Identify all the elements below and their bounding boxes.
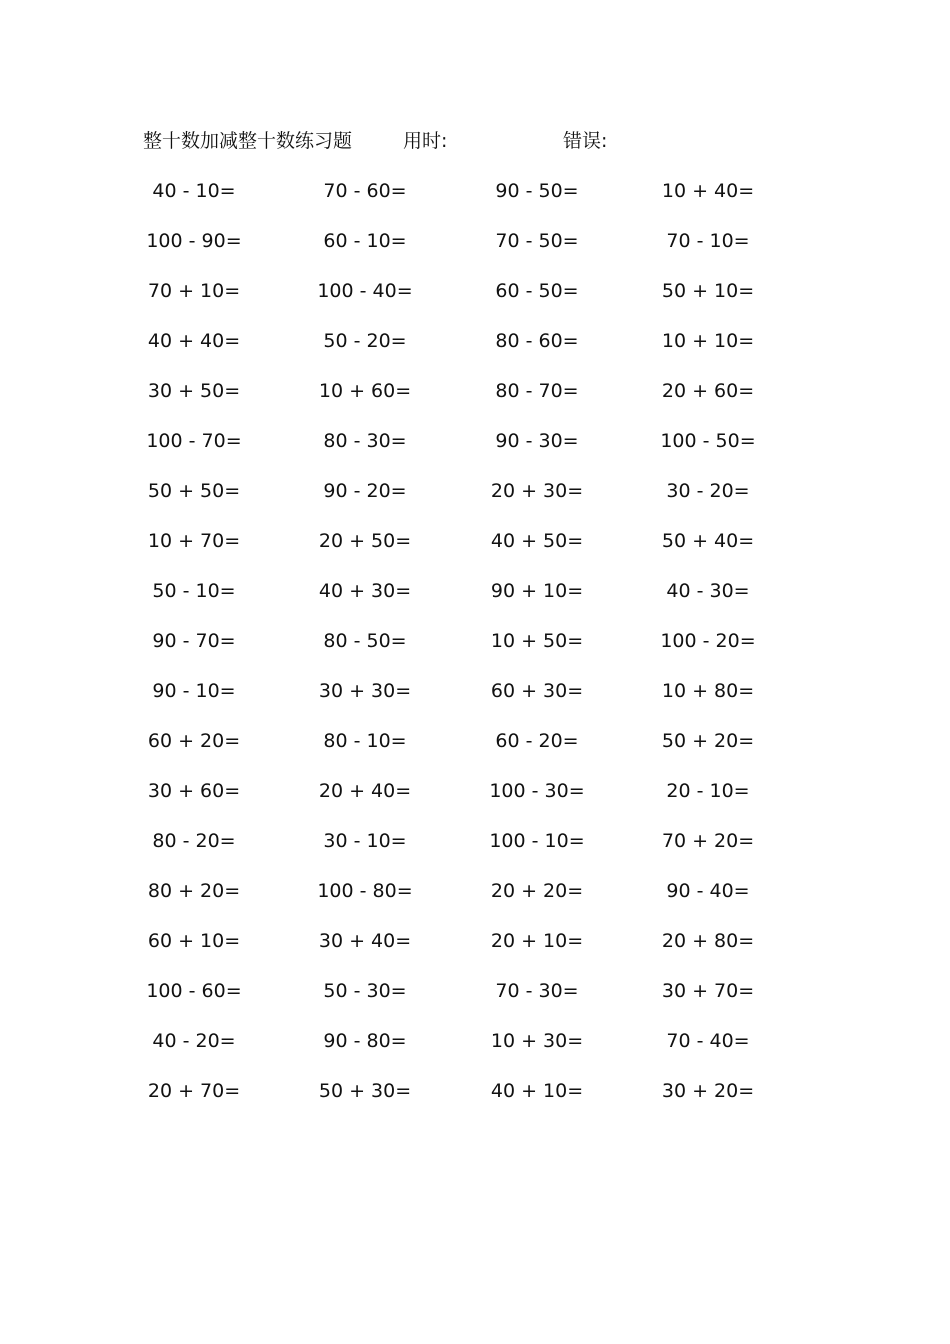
problem-row [143,676,823,706]
problem-item: 10 + 80= [661,680,755,702]
problem-item: 10 + 70= [147,530,241,552]
problem-row [143,1026,823,1056]
problem-item: 70 - 30= [495,980,579,1002]
problem-item: 60 + 20= [147,730,241,752]
problem-row [143,926,823,956]
problem-row [143,526,823,556]
problem-item: 90 - 50= [495,180,579,202]
problem-row [143,476,823,506]
problem-item: 70 - 60= [323,180,407,202]
problem-item: 10 + 50= [490,630,584,652]
problem-item: 40 + 10= [490,1080,584,1102]
problem-item: 20 + 60= [661,380,755,402]
problem-row [143,226,823,256]
problem-item: 100 - 30= [489,780,585,802]
problem-item: 10 + 30= [490,1030,584,1052]
problem-item: 80 + 20= [147,880,241,902]
problem-item: 100 - 50= [660,430,756,452]
problem-item: 20 + 40= [318,780,412,802]
problem-row [143,726,823,756]
problem-grid [143,176,823,1126]
problem-item: 20 + 20= [490,880,584,902]
problem-item: 30 + 60= [147,780,241,802]
worksheet-title: 整十数加减整十数练习题 [143,130,353,152]
problem-item: 30 + 70= [661,980,755,1002]
problem-item: 90 - 40= [666,880,750,902]
problem-item: 60 + 10= [147,930,241,952]
problem-item: 100 - 40= [317,280,413,302]
problem-item: 30 + 40= [318,930,412,952]
problem-item: 50 - 20= [323,330,407,352]
problem-item: 100 - 80= [317,880,413,902]
problem-item: 90 - 20= [323,480,407,502]
problem-item: 40 - 20= [152,1030,236,1052]
problem-item: 90 - 70= [152,630,236,652]
problem-item: 50 + 20= [661,730,755,752]
problem-item: 10 + 10= [661,330,755,352]
problem-row [143,1076,823,1106]
problem-row [143,976,823,1006]
problem-item: 100 - 70= [146,430,242,452]
problem-item: 10 + 40= [661,180,755,202]
problem-item: 40 + 40= [147,330,241,352]
problem-row [143,626,823,656]
problem-item: 90 - 30= [495,430,579,452]
problem-item: 20 + 30= [490,480,584,502]
problem-item: 30 + 30= [318,680,412,702]
problem-item: 80 - 60= [495,330,579,352]
problem-item: 20 + 80= [661,930,755,952]
problem-row [143,826,823,856]
problem-item: 40 + 30= [318,580,412,602]
problem-row [143,576,823,606]
problem-item: 40 + 50= [490,530,584,552]
problem-item: 60 - 50= [495,280,579,302]
problem-item: 60 + 30= [490,680,584,702]
problem-item: 50 - 30= [323,980,407,1002]
problem-item: 90 + 10= [490,580,584,602]
problem-item: 80 - 70= [495,380,579,402]
problem-row [143,276,823,306]
problem-item: 90 - 80= [323,1030,407,1052]
problem-item: 80 - 10= [323,730,407,752]
problem-item: 80 - 20= [152,830,236,852]
problem-item: 80 - 30= [323,430,407,452]
problem-row [143,376,823,406]
problem-item: 30 - 20= [666,480,750,502]
problem-row [143,176,823,206]
problem-item: 40 - 10= [152,180,236,202]
problem-item: 70 + 20= [661,830,755,852]
problem-item: 70 - 10= [666,230,750,252]
problem-item: 70 - 40= [666,1030,750,1052]
problem-item: 60 - 10= [323,230,407,252]
problem-item: 30 + 20= [661,1080,755,1102]
problem-item: 100 - 90= [146,230,242,252]
problem-row [143,776,823,806]
error-count-label: 错误: [563,130,608,152]
problem-item: 50 + 30= [318,1080,412,1102]
problem-item: 70 - 50= [495,230,579,252]
problem-item: 10 + 60= [318,380,412,402]
problem-row [143,326,823,356]
time-used-label: 用时: [403,130,448,152]
problem-item: 60 - 20= [495,730,579,752]
problem-row [143,876,823,906]
problem-item: 50 + 40= [661,530,755,552]
problem-item: 100 - 10= [489,830,585,852]
problem-item: 50 + 50= [147,480,241,502]
problem-item: 30 + 50= [147,380,241,402]
problem-item: 100 - 60= [146,980,242,1002]
problem-item: 20 + 70= [147,1080,241,1102]
problem-item: 70 + 10= [147,280,241,302]
problem-item: 30 - 10= [323,830,407,852]
problem-item: 20 - 10= [666,780,750,802]
problem-item: 40 - 30= [666,580,750,602]
problem-item: 20 + 10= [490,930,584,952]
problem-item: 90 - 10= [152,680,236,702]
problem-item: 100 - 20= [660,630,756,652]
problem-item: 80 - 50= [323,630,407,652]
problem-item: 20 + 50= [318,530,412,552]
problem-row [143,426,823,456]
problem-item: 50 + 10= [661,280,755,302]
problem-item: 50 - 10= [152,580,236,602]
